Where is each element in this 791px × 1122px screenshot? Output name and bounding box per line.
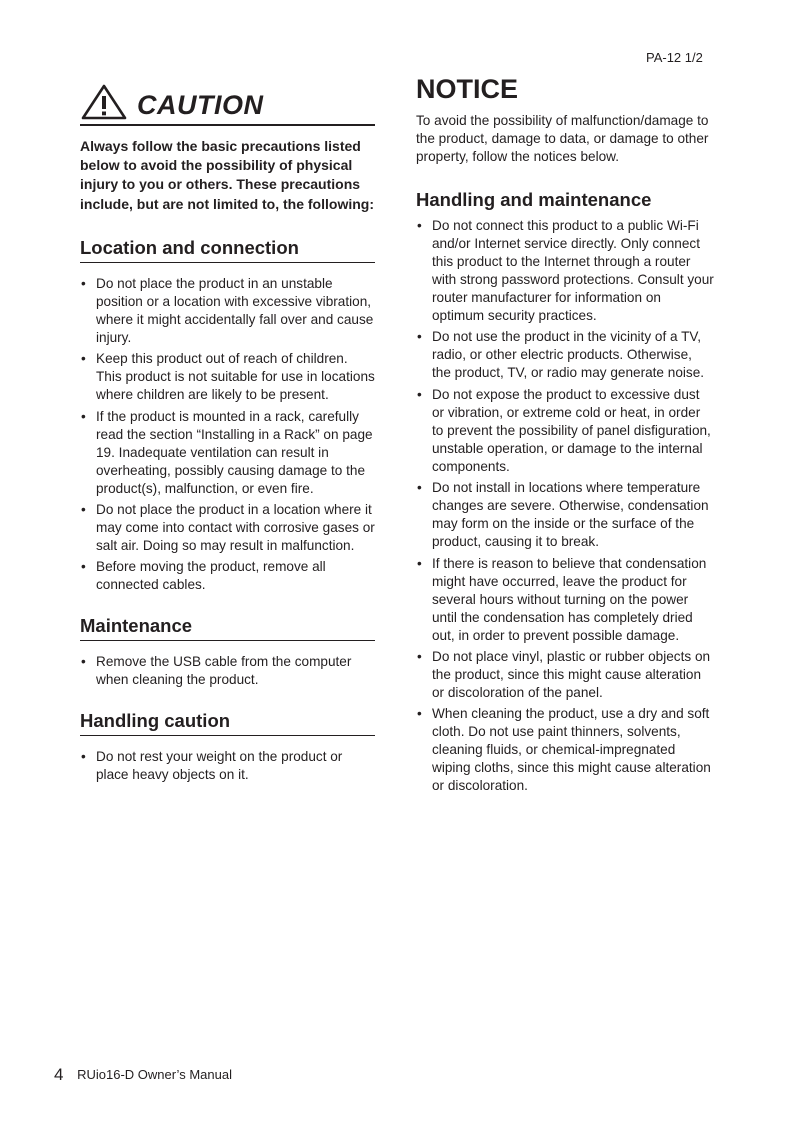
page-footer bbox=[54, 1065, 232, 1085]
list-item: • Do not place vinyl, plastic or rubber objects on the product, since this might cause alteration or discoloration of the panel. bbox=[416, 648, 714, 702]
list-item: • Do not place the product in an unstable position or a location with excessive vibration, where it might accidentally fall over and cause injury. bbox=[80, 275, 375, 347]
caution-title: CAUTION bbox=[137, 90, 264, 120]
page-code: PA-12 1/2 bbox=[646, 50, 703, 65]
section-heading-handling-maintenance: Handling and maintenance bbox=[416, 189, 652, 210]
list-item: • Do not place the product in a location where it may come into contact with corrosive gases or salt air. Doing so may result in malfunction. bbox=[80, 501, 375, 555]
section-heading-handling-caution: Handling caution bbox=[80, 710, 375, 736]
list-item: • Do not rest your weight on the product or place heavy objects on it. bbox=[80, 748, 375, 784]
list-item: • Do not connect this product to a public Wi-Fi and/or Internet service directly. Only connect this product to the Internet through a router with strong password protections. Consult your router manufacturer for information on optimum security practices. bbox=[416, 217, 714, 325]
location-list bbox=[80, 275, 375, 595]
caution-header bbox=[80, 84, 375, 126]
notice-title: NOTICE bbox=[416, 74, 519, 104]
manual-title: RUio16-D Owner’s Manual bbox=[77, 1067, 232, 1082]
caution-column bbox=[80, 84, 375, 788]
warning-triangle-icon bbox=[80, 84, 128, 120]
list-item: • If there is reason to believe that condensation might have occurred, leave the product for several hours without turning on the power until the condensation has completely dried out, in order to prevent possible damage. bbox=[416, 555, 714, 645]
section-heading-location: Location and connection bbox=[80, 237, 375, 263]
notice-intro: To avoid the possibility of malfunction/damage to the product, damage to data, or damage to other property, follow the notices below. bbox=[416, 113, 709, 164]
page-number: 4 bbox=[54, 1065, 64, 1084]
list-item: • Before moving the product, remove all connected cables. bbox=[80, 558, 375, 594]
notice-column bbox=[416, 73, 714, 799]
handling-maintenance-list bbox=[416, 217, 714, 795]
caution-intro: Always follow the basic precautions listed below to avoid the possibility of physical injury to you or others. These precautions include, but are not limited to, the following: bbox=[80, 138, 374, 212]
handling-caution-list bbox=[80, 748, 375, 784]
list-item: • Remove the USB cable from the computer when cleaning the product. bbox=[80, 653, 375, 689]
maintenance-list bbox=[80, 653, 375, 689]
section-heading-maintenance: Maintenance bbox=[80, 615, 375, 641]
list-item: • Do not use the product in the vicinity of a TV, radio, or other electric products. Otherwise, the product, TV, or radio may generate noise. bbox=[416, 328, 714, 382]
list-item: • Do not install in locations where temperature changes are severe. Otherwise, condensation may form on the inside or the surface of the product, causing it to break. bbox=[416, 479, 714, 551]
list-item: • If the product is mounted in a rack, carefully read the section “Installing in a Rack” on page 19. Inadequate ventilation can result in overheating, possibly causing damage to the product(s), malfunction, or even fire. bbox=[80, 408, 375, 498]
list-item: • Keep this product out of reach of children. This product is not suitable for use in locations where children are likely to be present. bbox=[80, 350, 375, 404]
list-item: • When cleaning the product, use a dry and soft cloth. Do not use paint thinners, solvents, cleaning fluids, or chemical-impregnated wiping cloths, since this might cause alteration or discoloration. bbox=[416, 705, 714, 795]
list-item: • Do not expose the product to excessive dust or vibration, or extreme cold or heat, in order to prevent the possibility of panel disfiguration, unstable operation, or damage to the internal components. bbox=[416, 386, 714, 476]
